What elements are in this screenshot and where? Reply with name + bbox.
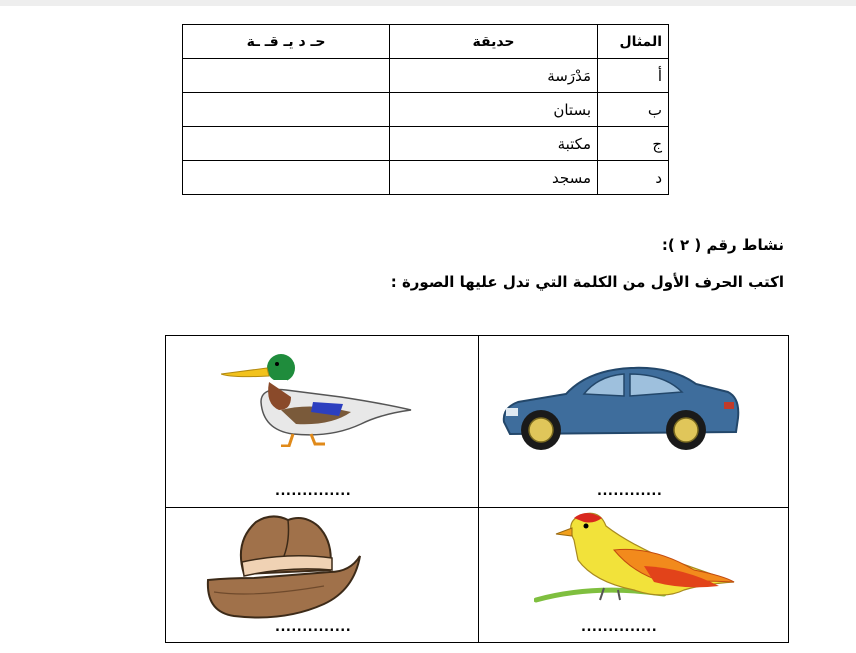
table-row [183, 93, 669, 127]
answer-blank-duck[interactable]: .............. [275, 484, 352, 499]
row-word: مكتبة [390, 127, 598, 161]
answer-blank-bird[interactable]: .............. [581, 620, 658, 635]
row-letter: أ [598, 59, 669, 93]
picture-cell-hat [166, 508, 478, 642]
picture-cell-bird [479, 508, 788, 642]
duck-icon [221, 352, 416, 447]
answer-blank-car[interactable]: ............ [597, 484, 663, 499]
activity-title: نشاط رقم ( ٢ ): [661, 236, 784, 254]
picture-cell-car [479, 336, 788, 507]
table-row [183, 161, 669, 195]
table-row [183, 59, 669, 93]
picture-grid [165, 335, 789, 643]
picture-cell-duck [166, 336, 478, 507]
row-split-cell[interactable] [183, 93, 390, 127]
row-split-cell[interactable] [183, 127, 390, 161]
hat-icon [204, 512, 364, 620]
answer-blank-hat[interactable]: .............. [275, 620, 352, 635]
row-word: مَدْرَسة [390, 59, 598, 93]
table-header-row [183, 25, 669, 59]
top-bar [0, 0, 856, 6]
header-word: حديقة [390, 25, 598, 59]
row-word: مسجد [390, 161, 598, 195]
table-row [183, 127, 669, 161]
bird-icon [534, 510, 739, 610]
example-table [182, 24, 669, 195]
row-letter: ب [598, 93, 669, 127]
row-letter: د [598, 161, 669, 195]
car-icon [496, 362, 746, 457]
row-split-cell[interactable] [183, 59, 390, 93]
row-letter: ج [598, 127, 669, 161]
row-word: بستان [390, 93, 598, 127]
header-split: حـ د يـ قـ ـة [183, 25, 390, 59]
activity-instruction: اكتب الحرف الأول من الكلمة التي تدل عليها الصورة : [390, 273, 784, 291]
header-example: المثال [598, 25, 669, 59]
row-split-cell[interactable] [183, 161, 390, 195]
